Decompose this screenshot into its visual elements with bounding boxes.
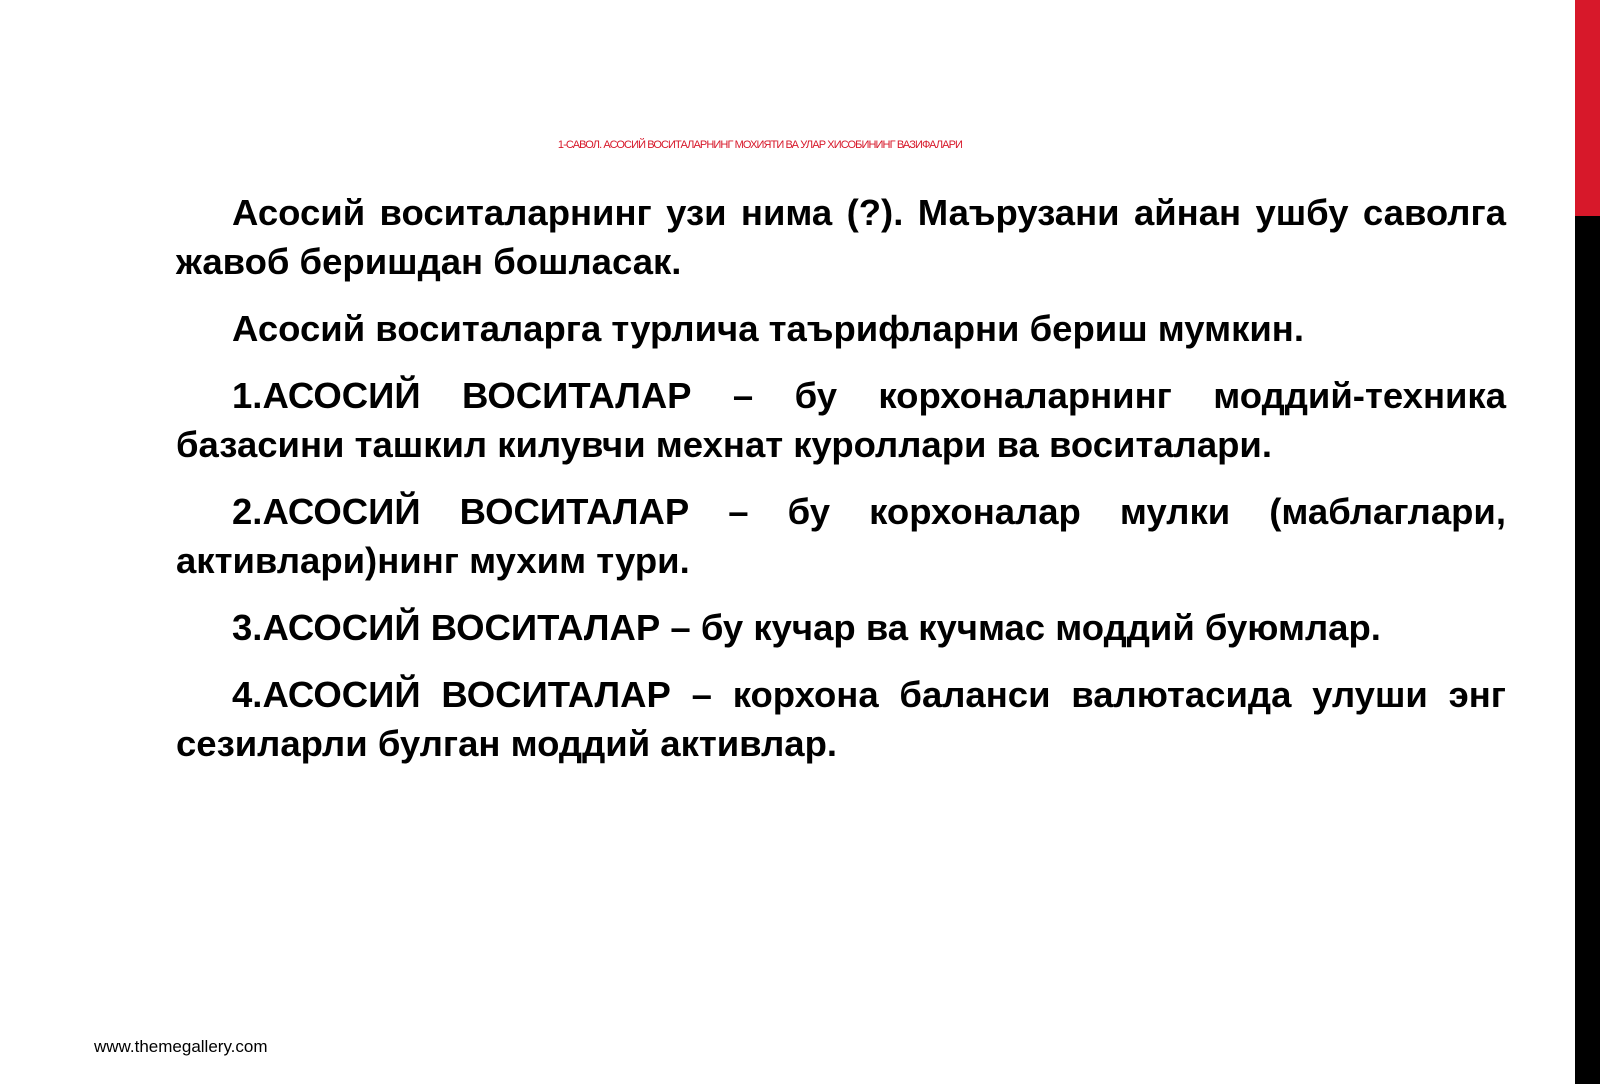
slide-title: 1-САВОЛ. АСОСИЙ ВОСИТАЛАРНИНГ МОХИЯТИ ВА УЛАР ХИСОБИНИНГ ВАЗИФАЛАРИ <box>557 139 963 151</box>
body-paragraph-definitions-lead: Асосий воситаларга турлича таърифларни бериш мумкин. <box>232 308 1304 349</box>
slide-body <box>176 188 1506 786</box>
side-accent-bar-black <box>1575 216 1600 1084</box>
side-accent-bar-red <box>1575 0 1600 216</box>
body-paragraph-intro: Асосий воситаларнинг узи нима (?). Маърузани айнан ушбу саволга жавоб беришдан бошласак. <box>176 192 1506 282</box>
body-paragraph-definition-3: 3.АСОСИЙ ВОСИТАЛАР – бу кучар ва кучмас моддий буюмлар. <box>232 607 1381 648</box>
footer-url: www.themegallery.com <box>94 1037 268 1056</box>
body-paragraph-definition-1: 1.АСОСИЙ ВОСИТАЛАР – бу корхоналарнинг моддий-техника базасини ташкил килувчи мехнат куроллари ва воситалари. <box>176 375 1506 465</box>
body-paragraph-definition-2: 2.АСОСИЙ ВОСИТАЛАР – бу корхоналар мулки (маблаглари, активлари)нинг мухим тури. <box>176 491 1506 581</box>
body-paragraph-definition-4: 4.АСОСИЙ ВОСИТАЛАР – корхона баланси валютасида улуши энг сезиларли булган моддий активлар. <box>176 674 1506 764</box>
